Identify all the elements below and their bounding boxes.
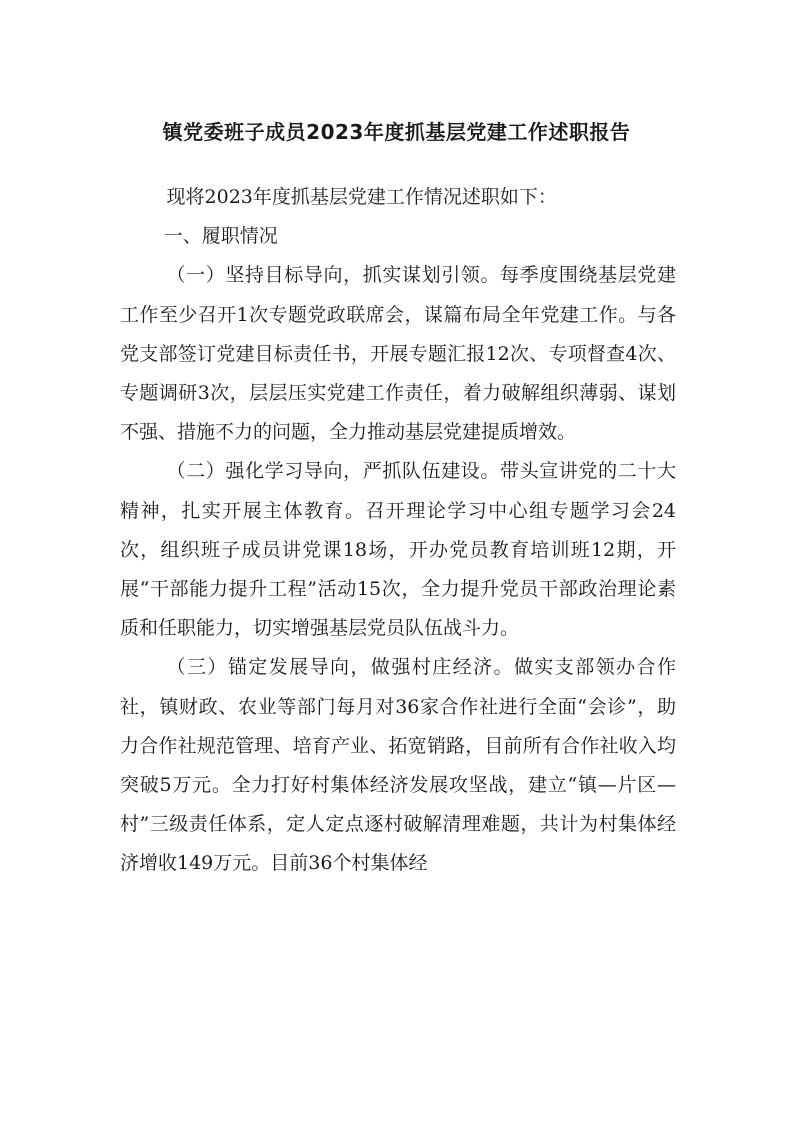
paragraph-2: （二）强化学习导向，严抓队伍建设。带头宣讲党的二十大精神，扎实开展主体教育。召开理论学习中心组专题学习会24次，组织班子成员讲党课18场，开办党员教育培训班12期，开展“干部能力提升工程”活动15次，全力提升党员干部政治理论素质和任职能力，切实增强基层党员队伍战斗力。 xyxy=(120,460,676,640)
document-body xyxy=(120,178,676,884)
paragraph-1: （一）坚持目标导向，抓实谋划引领。每季度围绕基层党建工作至少召开1次专题党政联席会，谋篇布局全年党建工作。与各党支部签订党建目标责任书，开展专题汇报12次、专项督查4次、专题调研3次，层层压实党建工作责任，着力破解组织薄弱、谋划不强、措施不力的问题，全力推动基层党建提质增效。 xyxy=(120,264,676,444)
paragraph-3: （三）锚定发展导向，做强村庄经济。做实支部领办合作社，镇财政、农业等部门每月对36家合作社进行全面“会诊”，助力合作社规范管理、培育产业、拓宽销路，目前所有合作社收入均突破5万元。全力打好村集体经济发展攻坚战，建立“镇—片区—村”三级责任体系，定人定点逐村破解清理难题，共计为村集体经济增收149万元。目前36个村集体经 xyxy=(120,656,676,875)
section-heading: 一、履职情况 xyxy=(163,225,278,248)
intro-paragraph: 现将2023年度抓基层党建工作情况述职如下： xyxy=(166,186,557,208)
document-title: 镇党委班子成员2023年度抓基层党建工作述职报告 xyxy=(162,120,631,144)
